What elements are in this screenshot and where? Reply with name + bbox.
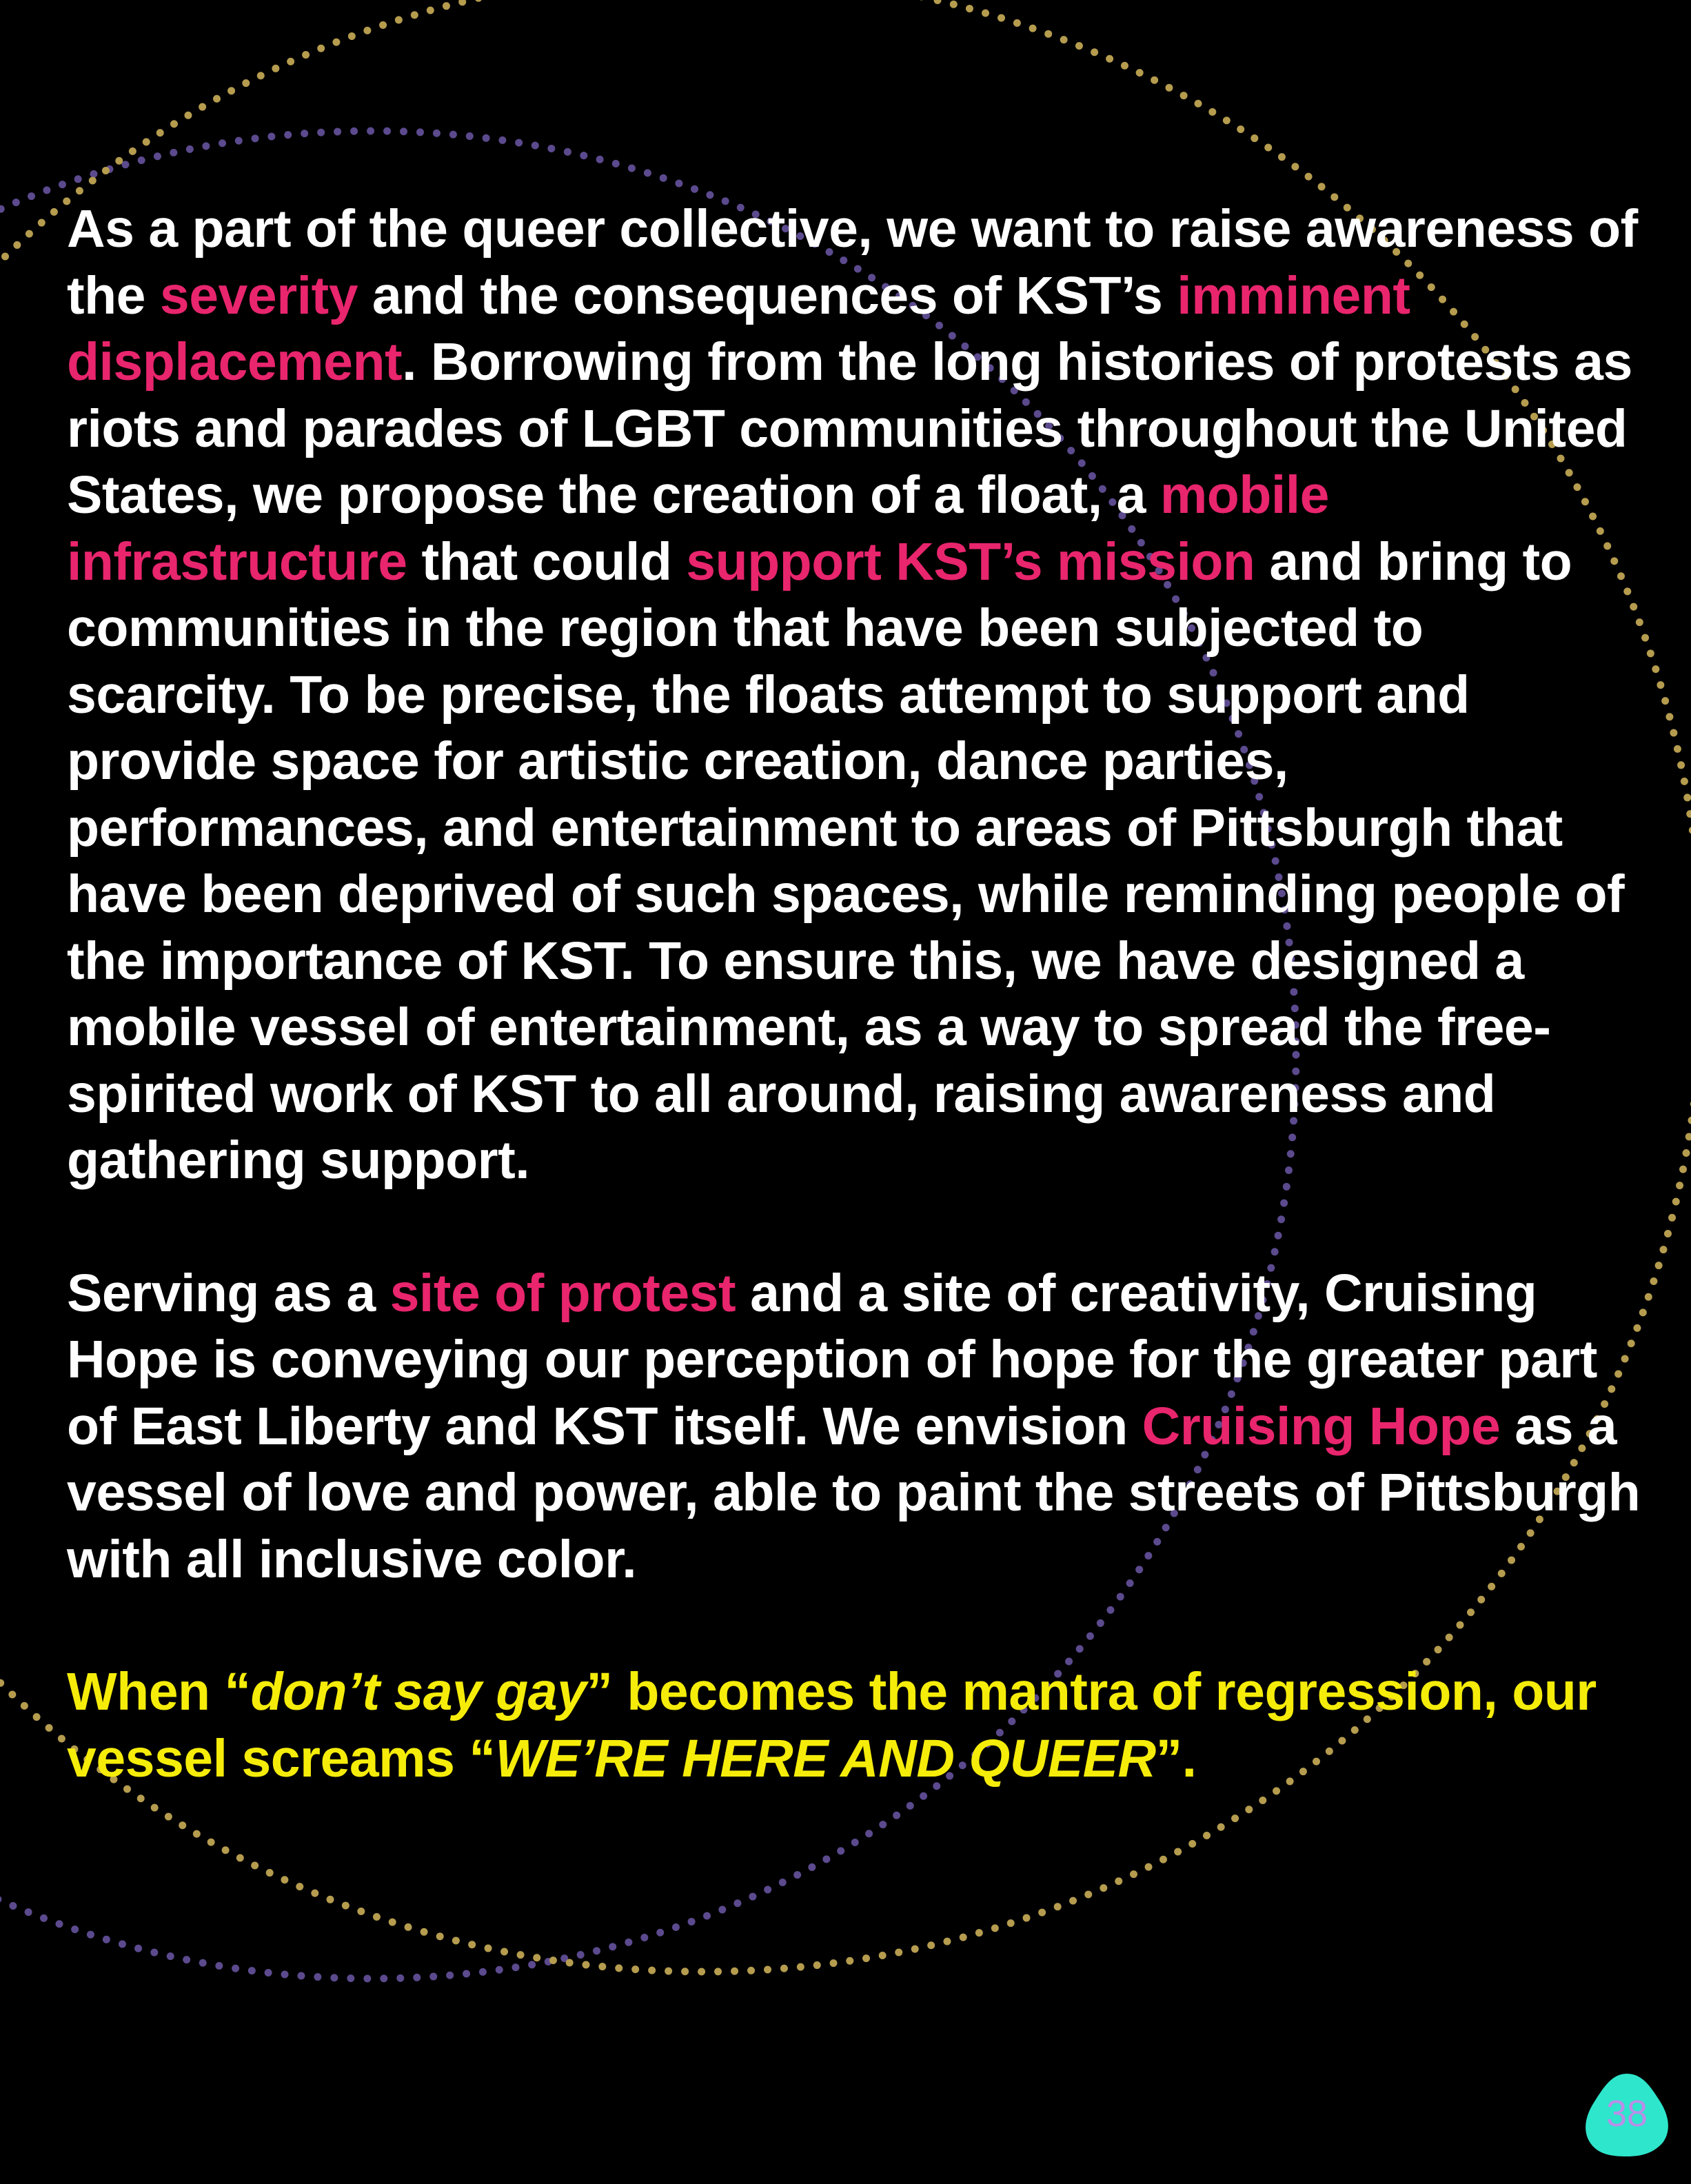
text-segment: When “ (67, 1662, 251, 1721)
text-segment: and the consequences of KST’s (358, 265, 1177, 325)
text-segment: and a site of creativity, Cruising Hope is conveying our perception of hope for the greater part of East Liberty and KST itself. We envision (67, 1263, 1597, 1456)
highlight-site-of-protest: site of protest (389, 1263, 736, 1323)
highlight-imminent-displacement: imminent displacement (67, 265, 1410, 392)
highlight-severity: severity (159, 265, 358, 325)
closing-statement (67, 1659, 1646, 1792)
quote-dont-say-gay: don’t say gay (250, 1662, 587, 1721)
paragraph-intro (67, 196, 1646, 1194)
text-segment: . Borrowing from the long histories of protests as riots and parades of LGBT communities throughout the United States, we propose the creation of a float, a (67, 332, 1632, 525)
text-segment: and bring to communities in the region that have been subjected to scarcity. To be precise, the floats attempt to support and provide space for artistic creation, dance parties, performances, and entertainment to areas of Pittsburgh that have been deprived of such spaces, while reminding people of the importance of KST. To ensure this, we have designed a mobile vessel of entertainment, as a way to spread the free-spirited work of KST to all around, raising awareness and gathering support. (67, 532, 1625, 1190)
paragraph-cruising-hope (67, 1260, 1646, 1593)
page-number: 38 (1606, 2093, 1648, 2134)
page-number-badge (1579, 2065, 1675, 2162)
text-segment: that could (407, 532, 687, 592)
text-segment: as a vessel of love and power, able to paint the streets of Pittsburgh with all inclusive color. (67, 1396, 1641, 1589)
text-segment: Serving as a (67, 1263, 390, 1323)
highlight-mobile-infrastructure: mobile infrastructure (67, 465, 1329, 592)
highlight-cruising-hope: Cruising Hope (1142, 1396, 1501, 1456)
text-segment: As a part of the queer collective, we want to raise awareness of the (67, 199, 1638, 325)
text-segment: ” becomes the mantra of regression, our vessel screams “ (67, 1662, 1597, 1788)
highlight-support-mission: support KST’s mission (686, 532, 1255, 592)
quote-here-and-queer: WE’RE HERE AND QUEER (495, 1728, 1156, 1788)
article-body (67, 196, 1646, 1792)
text-segment: ”. (1155, 1728, 1197, 1788)
